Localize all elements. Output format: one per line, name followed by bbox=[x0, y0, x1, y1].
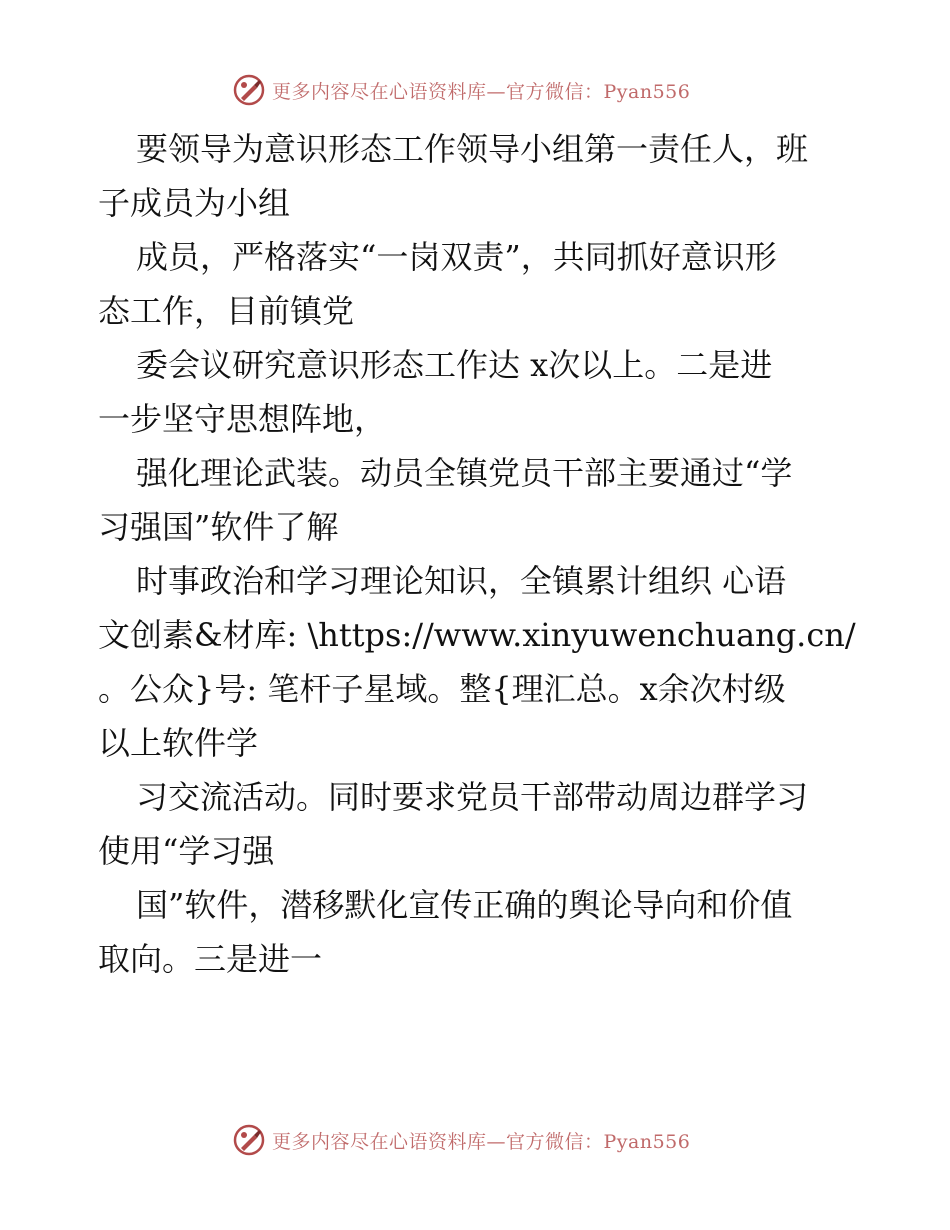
text-line: 习交流活动。同时要求党员干部带动周边群学习 bbox=[136, 778, 809, 816]
pen-logo-icon bbox=[232, 1123, 266, 1157]
text-line: 文创素&材库: \https://www.xinyuwenchuang.cn/ bbox=[98, 616, 856, 654]
watermark-text: 更多内容尽在心语资料库—官方微信：Pyan556 bbox=[272, 80, 691, 103]
text-line: 取向。三是进一 bbox=[98, 940, 323, 978]
watermark-text: 更多内容尽在心语资料库—官方微信：Pyan556 bbox=[272, 1130, 691, 1153]
text-line: 强化理论武装。动员全镇党员干部主要通过“学 bbox=[136, 454, 793, 492]
document-body bbox=[98, 122, 858, 986]
text-line: 使用“学习强 bbox=[98, 832, 275, 870]
text-line: 要领导为意识形态工作领导小组第一责任人，班 bbox=[136, 130, 809, 168]
text-line: 国”软件，潜移默化宣传正确的舆论导向和价值 bbox=[136, 886, 793, 924]
footer-watermark bbox=[0, 1120, 950, 1160]
pen-logo-icon bbox=[232, 73, 266, 107]
text-line: 习强国”软件了解 bbox=[98, 508, 339, 546]
text-line: 一步坚守思想阵地， bbox=[98, 400, 387, 438]
text-line: 时事政治和学习理论知识，全镇累计组织 心语 bbox=[136, 562, 787, 600]
text-line: 成员，严格落实“一岗双责”，共同抓好意识形 bbox=[136, 238, 777, 276]
text-line: 态工作，目前镇党 bbox=[98, 292, 355, 330]
text-line: 子成员为小组 bbox=[98, 184, 291, 222]
text-line: 。公众}号: 笔杆子星域。整{理汇总。x余次村级 bbox=[98, 670, 786, 708]
text-line: 以上软件学 bbox=[98, 724, 259, 762]
text-line: 委会议研究意识形态工作达 x次以上。二是进 bbox=[136, 346, 773, 384]
header-watermark bbox=[0, 70, 950, 110]
